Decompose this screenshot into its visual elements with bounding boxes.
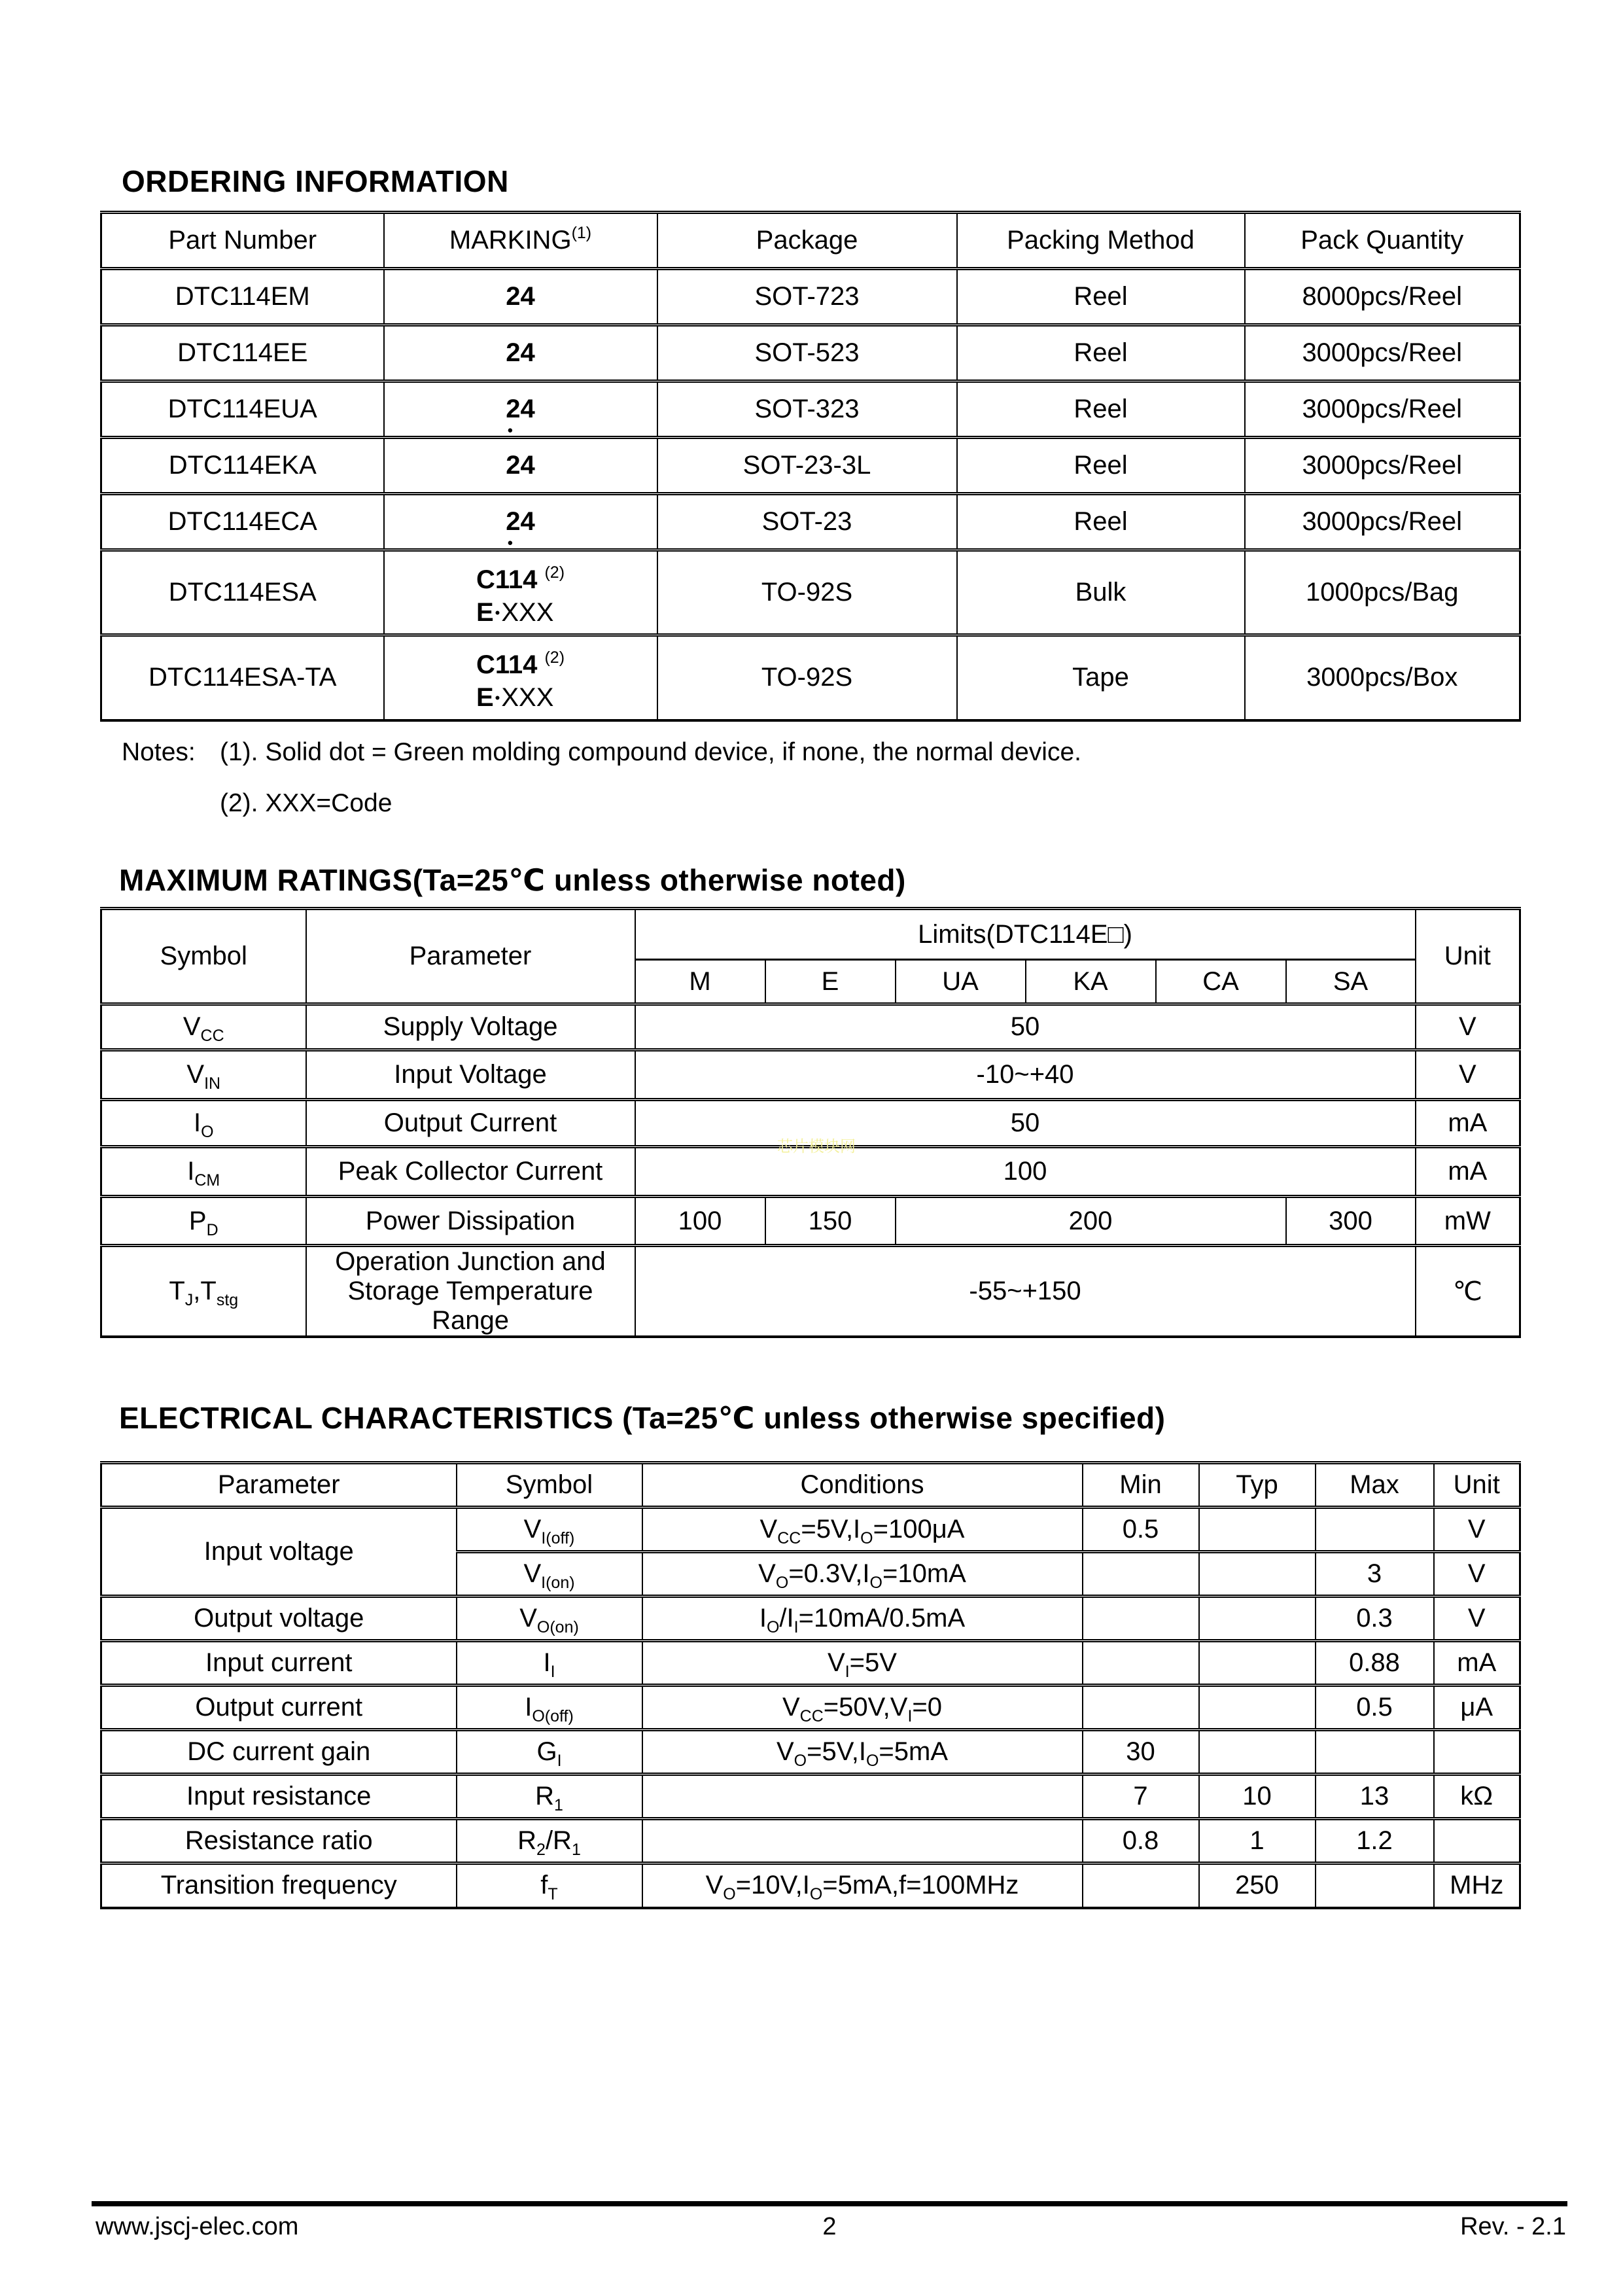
min-cell: 0.5 [1083, 1508, 1199, 1552]
conditions-cell: $V_{CC}=5V,I_O=100\mu A$ [642, 1508, 1083, 1552]
note-2-text: (2). XXX=Code [220, 789, 393, 817]
pack-quantity-cell: 3000pcs/Box [1245, 635, 1520, 720]
footer [92, 2213, 1567, 2243]
col-header-max: Max [1316, 1463, 1434, 1508]
part-number-cell: DTC114ECA [101, 494, 384, 550]
marking-value: 24 [506, 395, 535, 423]
part-number-cell: DTC114EKA [101, 438, 384, 494]
limit-value-cell: 50 [635, 1004, 1416, 1050]
typ-cell: 1 [1199, 1819, 1316, 1863]
col-header-pack-quantity: Pack Quantity [1245, 213, 1520, 269]
col-header-package: Package [657, 213, 957, 269]
max-cell [1316, 1508, 1434, 1552]
unit-cell: V [1434, 1508, 1520, 1552]
typ-cell [1199, 1641, 1316, 1686]
unit-cell: mA [1434, 1641, 1520, 1686]
min-cell [1083, 1641, 1199, 1686]
marking-footnote-ref: (2) [544, 563, 565, 582]
packing-method-cell: Reel [957, 269, 1245, 325]
conditions-cell: $V_O=0.3V,I_O=10mA$ [642, 1552, 1083, 1597]
col-header-limits: Limits(DTC114E□) [635, 909, 1416, 960]
col-header-conditions: Conditions [642, 1463, 1083, 1508]
max-cell [1316, 1863, 1434, 1908]
table-row [101, 1686, 1520, 1730]
bullet-dot-icon: • [495, 604, 500, 621]
symbol-cell: $I_{CM}$ [101, 1147, 306, 1197]
marking-header-label: MARKING [449, 226, 572, 255]
unit-cell [1434, 1819, 1520, 1863]
two-line-marking [476, 556, 565, 629]
marking-with-green-dot [506, 507, 535, 548]
parameter-cell: Power Dissipation [306, 1197, 635, 1246]
table-row [101, 1641, 1520, 1686]
min-cell [1083, 1597, 1199, 1641]
marking-value: 24 [506, 451, 535, 480]
table-row [101, 381, 1520, 438]
two-line-marking [476, 641, 565, 715]
unit-cell: kΩ [1434, 1775, 1520, 1819]
typ-cell [1199, 1552, 1316, 1597]
ratings-header-row-1 [101, 909, 1520, 960]
marking-cell [384, 635, 657, 720]
conditions-cell [642, 1819, 1083, 1863]
variant-header-ka: KA [1026, 960, 1156, 1004]
symbol-cell: $V_{IN}$ [101, 1050, 306, 1100]
ordering-table [100, 211, 1521, 722]
limit-value-cell-e: 150 [765, 1197, 896, 1246]
max-cell: 0.3 [1316, 1597, 1434, 1641]
col-header-part-number: Part Number [101, 213, 384, 269]
marking-with-green-dot [506, 395, 535, 436]
limit-value-cell-ua-ka-ca: 200 [896, 1197, 1286, 1246]
table-row [101, 1775, 1520, 1819]
marking-xxx: XXX [501, 597, 554, 627]
symbol-cell: $I_O$ [101, 1100, 306, 1147]
packing-method-cell: Reel [957, 438, 1245, 494]
col-header-marking [384, 213, 657, 269]
pack-quantity-cell: 3000pcs/Reel [1245, 494, 1520, 550]
marking-line2 [476, 681, 565, 715]
unit-cell: V [1416, 1050, 1520, 1100]
package-cell: SOT-23 [657, 494, 957, 550]
col-header-typ: Typ [1199, 1463, 1316, 1508]
typ-cell [1199, 1730, 1316, 1775]
col-header-min: Min [1083, 1463, 1199, 1508]
marking-code: C114 [476, 650, 538, 679]
conditions-cell: $V_I=5V$ [642, 1641, 1083, 1686]
conditions-cell: $I_O/I_I=10mA/0.5mA$ [642, 1597, 1083, 1641]
table-row [101, 1197, 1520, 1246]
part-number-cell: DTC114ESA [101, 550, 384, 635]
part-number-cell: DTC114EM [101, 269, 384, 325]
marking-cell [384, 381, 657, 438]
limit-value-cell-sa: 300 [1286, 1197, 1416, 1246]
max-cell: 1.2 [1316, 1819, 1434, 1863]
unit-cell: mW [1416, 1197, 1520, 1246]
pack-quantity-cell: 1000pcs/Bag [1245, 550, 1520, 635]
marking-value: 24 [506, 507, 535, 536]
min-cell [1083, 1552, 1199, 1597]
green-dot-icon: ● [507, 537, 514, 548]
pack-quantity-cell: 3000pcs/Reel [1245, 381, 1520, 438]
max-cell: 13 [1316, 1775, 1434, 1819]
marking-cell [384, 438, 657, 494]
table-row [101, 550, 1520, 635]
footer-website: www.jscj-elec.com [96, 2213, 299, 2240]
packing-method-cell: Reel [957, 325, 1245, 381]
electrical-characteristics-title: ELECTRICAL CHARACTERISTICS (Ta=25℃ unless otherwise specified) [119, 1401, 1166, 1435]
unit-cell: V [1434, 1597, 1520, 1641]
symbol-cell: $f_T$ [457, 1863, 642, 1908]
table-row [101, 1004, 1520, 1050]
marking-cell [384, 550, 657, 635]
max-cell: 0.5 [1316, 1686, 1434, 1730]
unit-cell: V [1416, 1004, 1520, 1050]
table-row [101, 269, 1520, 325]
table-row [101, 1863, 1520, 1908]
parameter-cell: Supply Voltage [306, 1004, 635, 1050]
table-row [101, 1050, 1520, 1100]
bullet-dot-icon: • [495, 689, 500, 706]
marking-lead: E [476, 682, 494, 712]
max-cell: 0.88 [1316, 1641, 1434, 1686]
typ-cell: 10 [1199, 1775, 1316, 1819]
parameter-cell: Input current [101, 1641, 457, 1686]
marking-xxx: XXX [501, 682, 554, 712]
col-header-parameter: Parameter [101, 1463, 457, 1508]
marking-code: C114 [476, 565, 538, 594]
symbol-cell: $V_{I(on)}$ [457, 1552, 642, 1597]
marking-cell [384, 325, 657, 381]
typ-cell [1199, 1508, 1316, 1552]
limit-value-cell: -55~+150 [635, 1246, 1416, 1337]
variant-header-ca: CA [1156, 960, 1286, 1004]
electrical-header-row [101, 1463, 1520, 1508]
symbol-cell: $V_{O(on)}$ [457, 1597, 642, 1641]
parameter-cell: Input Voltage [306, 1050, 635, 1100]
col-header-parameter: Parameter [306, 909, 635, 1004]
table-row [101, 1246, 1520, 1337]
symbol-cell: $P_D$ [101, 1197, 306, 1246]
unit-cell [1434, 1730, 1520, 1775]
packing-method-cell: Tape [957, 635, 1245, 720]
symbol-cell: $V_{I(off)}$ [457, 1508, 642, 1552]
conditions-cell: $V_{CC}=50V,V_I=0$ [642, 1686, 1083, 1730]
table-row [101, 438, 1520, 494]
part-number-cell: DTC114ESA-TA [101, 635, 384, 720]
symbol-cell: $I_I$ [457, 1641, 642, 1686]
electrical-characteristics-table [100, 1461, 1521, 1909]
table-row [101, 635, 1520, 720]
note-1 [122, 738, 1081, 767]
package-cell: SOT-723 [657, 269, 957, 325]
table-row [101, 1730, 1520, 1775]
parameter-line2: Storage Temperature Range [347, 1277, 593, 1335]
footer-page-number: 2 [822, 2213, 837, 2240]
green-dot-icon: ● [507, 425, 514, 436]
limit-value-cell: 50 [635, 1100, 1416, 1147]
col-header-unit: Unit [1416, 909, 1520, 1004]
parameter-cell: Output Current [306, 1100, 635, 1147]
package-cell: SOT-323 [657, 381, 957, 438]
table-row [101, 1508, 1520, 1552]
table-row [101, 494, 1520, 550]
symbol-cell: $T_J,T_{stg}$ [101, 1246, 306, 1337]
packing-method-cell: Reel [957, 494, 1245, 550]
min-cell: 30 [1083, 1730, 1199, 1775]
unit-cell: ℃ [1416, 1246, 1520, 1337]
part-number-cell: DTC114EE [101, 325, 384, 381]
package-cell: SOT-23-3L [657, 438, 957, 494]
footer-revision: Rev. - 2.1 [1460, 2213, 1566, 2240]
pack-quantity-cell: 3000pcs/Reel [1245, 438, 1520, 494]
variant-header-ua: UA [896, 960, 1026, 1004]
unit-cell: mA [1416, 1100, 1520, 1147]
parameter-cell: Input voltage [101, 1508, 457, 1597]
col-header-symbol: Symbol [457, 1463, 642, 1508]
marking-cell [384, 269, 657, 325]
variant-header-sa: SA [1286, 960, 1416, 1004]
parameter-line1: Operation Junction and [335, 1247, 606, 1276]
unit-cell: MHz [1434, 1863, 1520, 1908]
watermark-text: 芯片模块网 [777, 1138, 856, 1156]
symbol-cell: $V_{CC}$ [101, 1004, 306, 1050]
conditions-cell: $V_O=5V,I_O=5mA$ [642, 1730, 1083, 1775]
parameter-cell: Input resistance [101, 1775, 457, 1819]
footer-rule [92, 2201, 1567, 2206]
maximum-ratings-table [100, 907, 1521, 1338]
package-cell: TO-92S [657, 635, 957, 720]
note-1-text: (1). Solid dot = Green molding compound device, if none, the normal device. [220, 738, 1081, 766]
typ-cell [1199, 1597, 1316, 1641]
pack-quantity-cell: 8000pcs/Reel [1245, 269, 1520, 325]
conditions-cell [642, 1775, 1083, 1819]
marking-line1 [476, 641, 565, 681]
variant-header-m: M [635, 960, 765, 1004]
min-cell [1083, 1863, 1199, 1908]
limit-value-cell: -10~+40 [635, 1050, 1416, 1100]
notes-label: Notes: [122, 738, 196, 766]
unit-cell: μA [1434, 1686, 1520, 1730]
table-row [101, 1597, 1520, 1641]
note-2 [220, 789, 1081, 818]
unit-cell: mA [1416, 1147, 1520, 1197]
col-header-unit: Unit [1434, 1463, 1520, 1508]
conditions-cell: $V_O=10V,I_O=5mA,f=100MHz$ [642, 1863, 1083, 1908]
part-number-cell: DTC114EUA [101, 381, 384, 438]
parameter-cell: DC current gain [101, 1730, 457, 1775]
col-header-symbol: Symbol [101, 909, 306, 1004]
min-cell: 7 [1083, 1775, 1199, 1819]
marking-value: 24 [506, 282, 535, 311]
pack-quantity-cell: 3000pcs/Reel [1245, 325, 1520, 381]
symbol-cell: $G_I$ [457, 1730, 642, 1775]
ordering-notes [122, 738, 1081, 818]
max-cell: 3 [1316, 1552, 1434, 1597]
ordering-information-title: ORDERING INFORMATION [122, 164, 509, 198]
packing-method-cell: Bulk [957, 550, 1245, 635]
parameter-cell: Resistance ratio [101, 1819, 457, 1863]
table-row [101, 325, 1520, 381]
min-cell [1083, 1686, 1199, 1730]
marking-cell [384, 494, 657, 550]
parameter-cell [306, 1246, 635, 1337]
marking-footnote-ref: (1) [571, 224, 592, 242]
variant-header-e: E [765, 960, 896, 1004]
limit-value-cell-m: 100 [635, 1197, 765, 1246]
symbol-cell: $R_2/R_1$ [457, 1819, 642, 1863]
marking-line2 [476, 596, 565, 629]
max-cell [1316, 1730, 1434, 1775]
parameter-cell: Output voltage [101, 1597, 457, 1641]
limit-value-cell: 100 [635, 1147, 1416, 1197]
parameter-cell: Transition frequency [101, 1863, 457, 1908]
marking-lead: E [476, 597, 494, 627]
package-cell: SOT-523 [657, 325, 957, 381]
package-cell: TO-92S [657, 550, 957, 635]
ordering-header-row [101, 213, 1520, 269]
table-row [101, 1819, 1520, 1863]
symbol-cell: $I_{O(off)}$ [457, 1686, 642, 1730]
parameter-cell: Peak Collector Current [306, 1147, 635, 1197]
parameter-cell: Output current [101, 1686, 457, 1730]
marking-footnote-ref: (2) [544, 648, 565, 667]
col-header-packing-method: Packing Method [957, 213, 1245, 269]
marking-line1 [476, 556, 565, 596]
min-cell: 0.8 [1083, 1819, 1199, 1863]
maximum-ratings-title: MAXIMUM RATINGS(Ta=25℃ unless otherwise noted) [119, 863, 906, 897]
marking-value: 24 [506, 338, 535, 367]
typ-cell [1199, 1686, 1316, 1730]
symbol-cell: $R_1$ [457, 1775, 642, 1819]
packing-method-cell: Reel [957, 381, 1245, 438]
unit-cell: V [1434, 1552, 1520, 1597]
typ-cell: 250 [1199, 1863, 1316, 1908]
